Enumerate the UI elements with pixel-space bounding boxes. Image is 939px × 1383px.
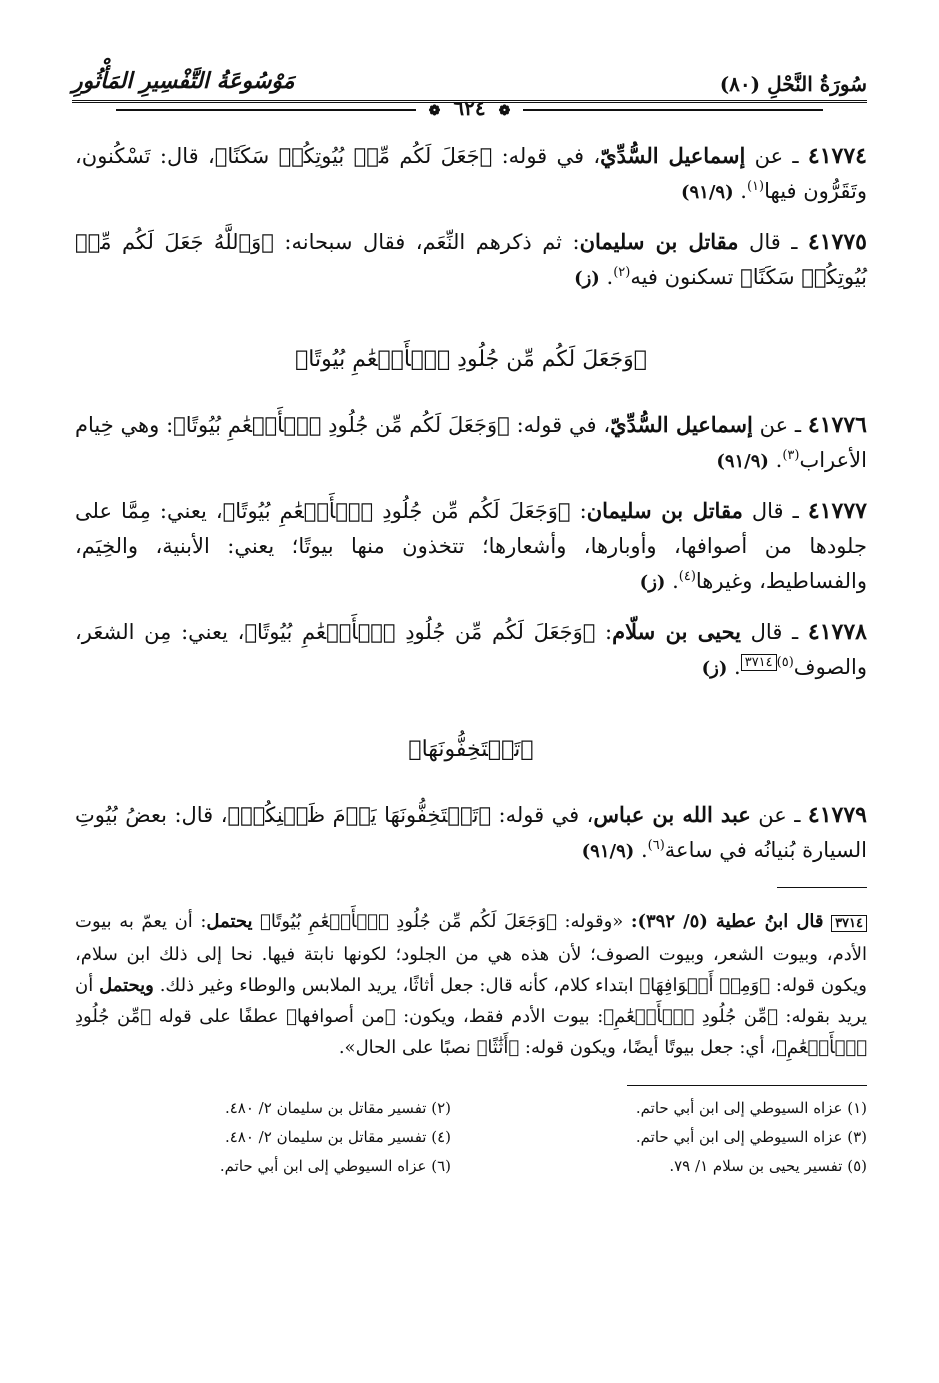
narration-number: ٤١٧٧٤ bbox=[807, 143, 867, 169]
narrator-name: عبد الله بن عباس bbox=[593, 802, 751, 827]
narration-text: ، يعني: مِن الشعَر، والصوف bbox=[75, 620, 867, 679]
narration-number: ٤١٧٧٧ bbox=[807, 498, 867, 524]
footnote: (٥) تفسير يحيى بن سلام ١/ ٧٩. bbox=[669, 1157, 867, 1175]
narration-intro: ـ عن bbox=[745, 144, 808, 168]
narrator-name: مقاتل بن سليمان bbox=[579, 229, 739, 254]
source-ref: (٩١/٩) bbox=[581, 841, 635, 862]
narrator-name: يحيى بن سلّام bbox=[612, 619, 741, 644]
source-ref: (ز) bbox=[701, 658, 728, 679]
footnote: (٦) عزاه السيوطي إلى ابن أبي حاتم. bbox=[219, 1157, 451, 1175]
footnote: (١) عزاه السيوطي إلى ابن أبي حاتم. bbox=[635, 1099, 867, 1117]
ornament-icon: ❁ bbox=[428, 103, 441, 119]
narrator-name: مقاتل بن سليمان bbox=[586, 498, 743, 523]
narration-end: . bbox=[727, 655, 741, 679]
narration-number: ٤١٧٧٨ bbox=[807, 619, 867, 645]
narration-end: . bbox=[733, 179, 747, 203]
narration-entry bbox=[75, 407, 867, 479]
page-number-rule-right bbox=[523, 109, 823, 111]
ornament-icon: ❁ bbox=[498, 103, 511, 119]
footnote: (٣) عزاه السيوطي إلى ابن أبي حاتم. bbox=[635, 1128, 867, 1146]
narration-text: تسكنون فيه bbox=[630, 265, 741, 289]
narration-entry bbox=[75, 493, 867, 600]
book-title: مَوْسُوعَةُ التَّفْسِيرِ المَأْثُورِ bbox=[72, 68, 295, 94]
source-ref: (ز) bbox=[639, 572, 666, 593]
footnote-marker: (٦) bbox=[647, 838, 665, 853]
narration-text: ، قال: بعضُ بُيُوتِ السيارة بُنيانُه في ساعة bbox=[75, 803, 867, 862]
narration-text: : ثم ذكرهم النِّعَم، فقال سبحانه: bbox=[273, 230, 580, 254]
footnote-marker: (١) bbox=[746, 179, 765, 194]
narration-intro: ـ عن bbox=[752, 413, 808, 437]
page-number-row bbox=[0, 96, 939, 120]
source-ref: (٩١/٩) bbox=[716, 451, 769, 472]
narration-entry bbox=[75, 614, 867, 686]
page-number-rule-left bbox=[116, 109, 416, 111]
footnote-marker: (٤) bbox=[678, 569, 696, 584]
main-text bbox=[75, 138, 867, 1181]
source-ref: (٩١/٩) bbox=[680, 182, 734, 203]
narration-end: . bbox=[599, 265, 614, 289]
comment-keyword: يحتمل bbox=[206, 911, 253, 932]
narration-text: ، في قوله: bbox=[509, 413, 611, 437]
commentary-note bbox=[75, 906, 867, 1063]
narration-text: ، في قوله: bbox=[491, 803, 594, 827]
comment-box-marker: ٣٧١٤ bbox=[741, 654, 777, 671]
footnotes bbox=[75, 1094, 867, 1181]
quran-quote: ﴿جَعَلَ لَكُم مِّنۢ بُيُوتِكُمۡ سَكَنًا﴾ bbox=[214, 144, 493, 168]
narration-intro: ـ قال bbox=[742, 499, 808, 523]
footnote: (٤) تفسير مقاتل بن سليمان ٢/ ٤٨٠. bbox=[224, 1128, 451, 1146]
footnote-marker: (٥) bbox=[776, 655, 794, 670]
source-ref: (ز) bbox=[574, 268, 600, 289]
comment-author: قال ابنُ عطية (٥/ ٣٩٢): bbox=[630, 911, 824, 932]
verse-heading: ﴿وَجَعَلَ لَكُم مِّن جُلُودِ ٱلۡأَنۡعَٰمِ بُيُوتًا﴾ bbox=[295, 347, 647, 372]
narration-intro: ـ عن bbox=[750, 803, 808, 827]
narrator-name: إسماعيل السُّدِّيّ bbox=[610, 412, 753, 437]
narration-entry bbox=[75, 797, 867, 869]
footnote-marker: (٢) bbox=[613, 265, 631, 280]
quran-quote: ﴿وَٱللَّهُ جَعَلَ لَكُم مِّنۢ بُيُوتِكُمۡ سَكَنًا﴾ bbox=[75, 230, 867, 289]
quran-quote: ﴿وَجَعَلَ لَكُم مِّن جُلُودِ ٱلۡأَنۡعَٰمِ بُيُوتًا﴾ bbox=[173, 413, 510, 437]
narration-end: . bbox=[665, 569, 679, 593]
page-number: ٦٢٤ bbox=[453, 96, 486, 120]
narration-text: ، يعني: مِمَّا على جلودها من أصوافها، وأوبارها، وأشعارها؛ تتخذون منها بيوتًا؛ يعني: الأبنية، والخِيَم، والفساطيط، وغيرها bbox=[75, 499, 867, 593]
narration-entry bbox=[75, 138, 867, 210]
comment-text: أن يريد بقوله: ﴿مِّن جُلُودِ ٱلۡأَنۡعَٰمِ﴾: بيوت الأدم فقط، ويكون: ﴿من أصوافها﴾ عطفًا على قوله ﴿مِّن جُلُودِ ٱلۡأَنۡعَٰمِ﴾، أي: جعل بيوتًا أيضًا، ويكون قوله: ﴿أَثَٰثًا﴾ نصبًا على الحال». bbox=[75, 975, 867, 1058]
narration-text: : وهي خِيام الأعراب bbox=[75, 413, 867, 472]
comment-number: ٣٧١٤ bbox=[831, 915, 867, 932]
narration-end: . bbox=[634, 838, 648, 862]
narration-number: ٤١٧٧٥ bbox=[807, 229, 867, 255]
narration-intro: ـ قال bbox=[738, 230, 808, 254]
narration-entry bbox=[75, 224, 867, 296]
narration-number: ٤١٧٧٩ bbox=[807, 802, 867, 828]
narration-text: : bbox=[595, 620, 613, 644]
narration-end: . bbox=[768, 448, 783, 472]
narration-text: ، في قوله: bbox=[492, 144, 601, 168]
footnote-marker: (٣) bbox=[782, 448, 800, 463]
narrator-name: إسماعيل السُّدِّيّ bbox=[600, 143, 746, 168]
footnote: (٢) تفسير مقاتل بن سليمان ٢/ ٤٨٠. bbox=[224, 1099, 451, 1117]
comment-separator bbox=[777, 887, 867, 888]
narration-number: ٤١٧٧٦ bbox=[807, 412, 867, 438]
comment-text: : أن يعمّ به بيوت الأدم، وبيوت الشعر، وبيوت الصوف؛ لأن هذه هي من الجلود؛ لكونها نابتة فيها. نحا إلى ذلك ابن سلام، ويكون قوله: ﴿وَمِنۡ أَصۡوَافِهَا﴾ ابتداء كلام، كأنه قال: جعل أثاثًا، يريد الملابس والوطاء وغير ذلك. bbox=[75, 911, 867, 996]
narration-intro: ـ قال bbox=[740, 620, 808, 644]
surah-label: سُورَةُ النَّحْلِ (٨٠) bbox=[719, 72, 867, 96]
comment-keyword: ويحتمل bbox=[99, 975, 154, 996]
verse-heading: ﴿تَسۡتَخِفُّونَهَا﴾ bbox=[408, 737, 534, 762]
comment-text: «وقوله: ﴿وَجَعَلَ لَكُم مِّن جُلُودِ ٱلۡأَنۡعَٰمِ بُيُوتًا﴾ bbox=[252, 911, 631, 932]
quran-quote: ﴿تَسۡتَخِفُّونَهَا يَوۡمَ ظَعۡنِكُمۡ﴾ bbox=[227, 803, 492, 827]
footnote-separator bbox=[627, 1085, 867, 1086]
narration-text: ، قال: تَسْكُنون، وتَقَرُّون فيها bbox=[75, 144, 867, 203]
quran-quote: ﴿وَجَعَلَ لَكُم مِّن جُلُودِ ٱلۡأَنۡعَٰمِ بُيُوتًا﴾ bbox=[244, 620, 596, 644]
narration-text: : bbox=[570, 499, 587, 523]
quran-quote: ﴿وَجَعَلَ لَكُم مِّن جُلُودِ ٱلۡأَنۡعَٰمِ بُيُوتًا﴾ bbox=[222, 499, 571, 523]
